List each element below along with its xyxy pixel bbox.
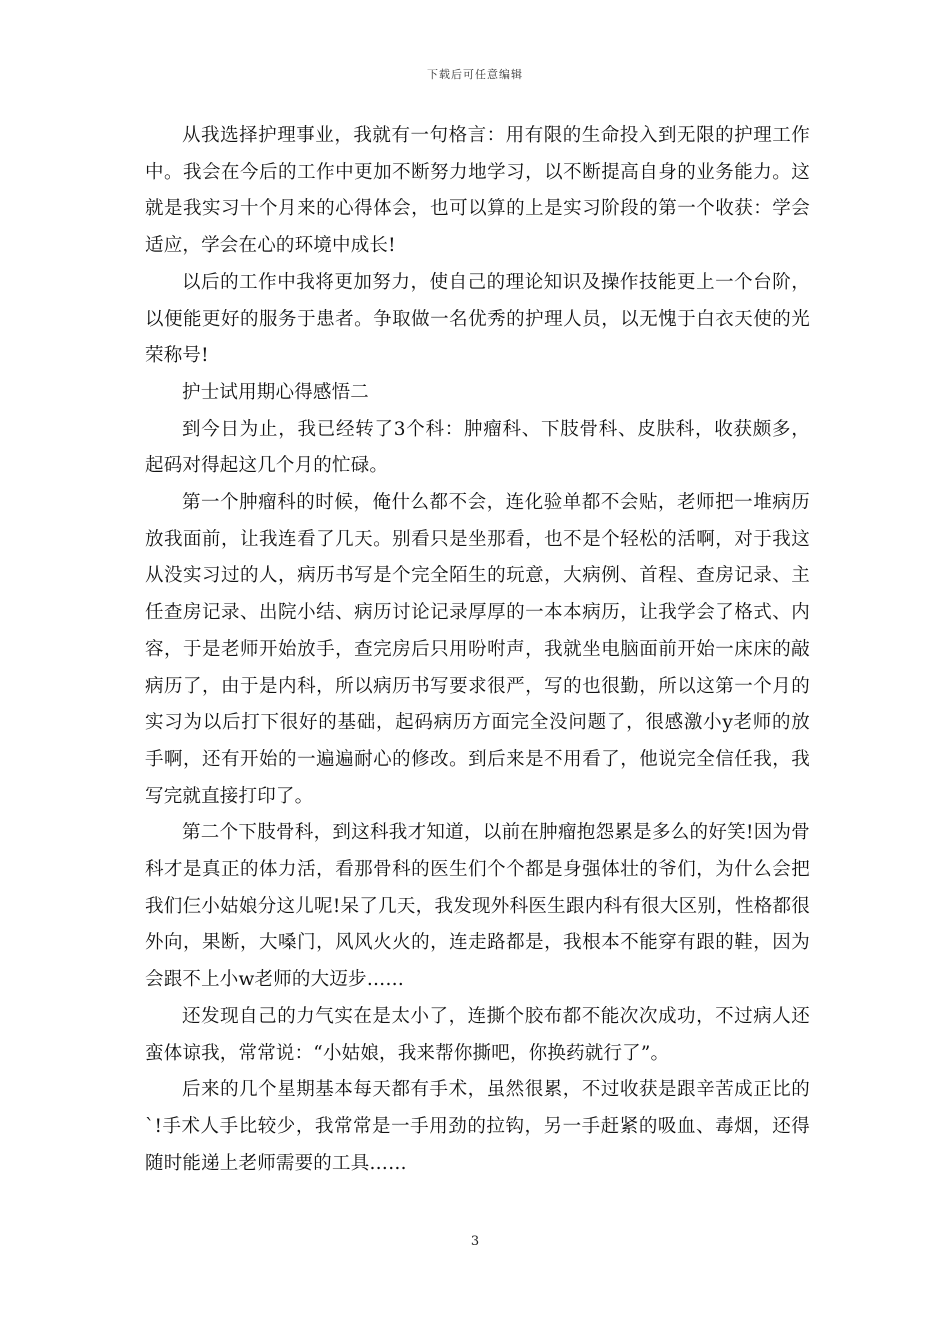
paragraph: 后来的几个星期基本每天都有手术，虽然很累，不过收获是跟辛苦成正比的`!手术人手比较少，我常常是一手用劲的拉钩，另一手赶紧的吸血、毒烟，还得随时能递上老师需要的工具…… — [145, 1079, 810, 1174]
page-header: 下载后可任意编辑 — [427, 68, 523, 81]
paragraph: 第二个下肢骨科，到这科我才知道，以前在肿瘤抱怨累是多么的好笑!因为骨科才是真正的体力活，看那骨科的医生们个个都是身强体壮的爷们，为什么会把我们仨小姑娘分这儿呢!呆了几天，我发现外科医生跟内科有很大区别，性格都很外向，果断，大嗓门，风风火火的，连走路都是，我根本不能穿有跟的鞋，因为会跟不上小w老师的大迈步…… — [145, 822, 810, 991]
section-heading: 护士试用期心得感悟二 — [182, 381, 370, 403]
page-number: 3 — [470, 1234, 480, 1249]
paragraph: 以后的工作中我将更加努力，使自己的理论知识及操作技能更上一个台阶，以便能更好的服务于患者。争取做一名优秀的护理人员，以无愧于白衣天使的光荣称号! — [145, 271, 810, 367]
paragraph: 从我选择护理事业，我就有一句格言：用有限的生命投入到无限的护理工作中。我会在今后的工作中更加不断努力地学习，以不断提高自身的业务能力。这就是我实习十个月来的心得体会，也可以算的上是实习阶段的第一个收获：学会适应，学会在心的环境中成长! — [145, 125, 810, 257]
paragraph: 还发现自己的力气实在是太小了，连撕个胶布都不能次次成功，不过病人还蛮体谅我，常常说：“小姑娘，我来帮你撕吧，你换药就行了”。 — [145, 1005, 810, 1064]
document-body — [145, 118, 810, 1182]
paragraph: 第一个肿瘤科的时候，俺什么都不会，连化验单都不会贴，老师把一堆病历放我面前，让我连看了几天。别看只是坐那看，也不是个轻松的活啊，对于我这从没实习过的人，病历书写是个完全陌生的玩意，大病例、首程、查房记录、主任查房记录、出院小结、病历讨论记录厚厚的一本本病历，让我学会了格式、内容，于是老师开始放手，查完房后只用吩咐声，我就坐电脑面前开始一床床的敲病历了，由于是内科，所以病历书写要求很严，写的也很勤，所以这第一个月的实习为以后打下很好的基础，起码病历方面完全没问题了，很感激小y老师的放手啊，还有开始的一遍遍耐心的修改。到后来是不用看了，他说完全信任我，我写完就直接打印了。 — [145, 492, 810, 807]
paragraph: 到今日为止，我已经转了3个科：肿瘤科、下肢骨科、皮肤科，收获颇多，起码对得起这几个月的忙碌。 — [145, 418, 810, 477]
